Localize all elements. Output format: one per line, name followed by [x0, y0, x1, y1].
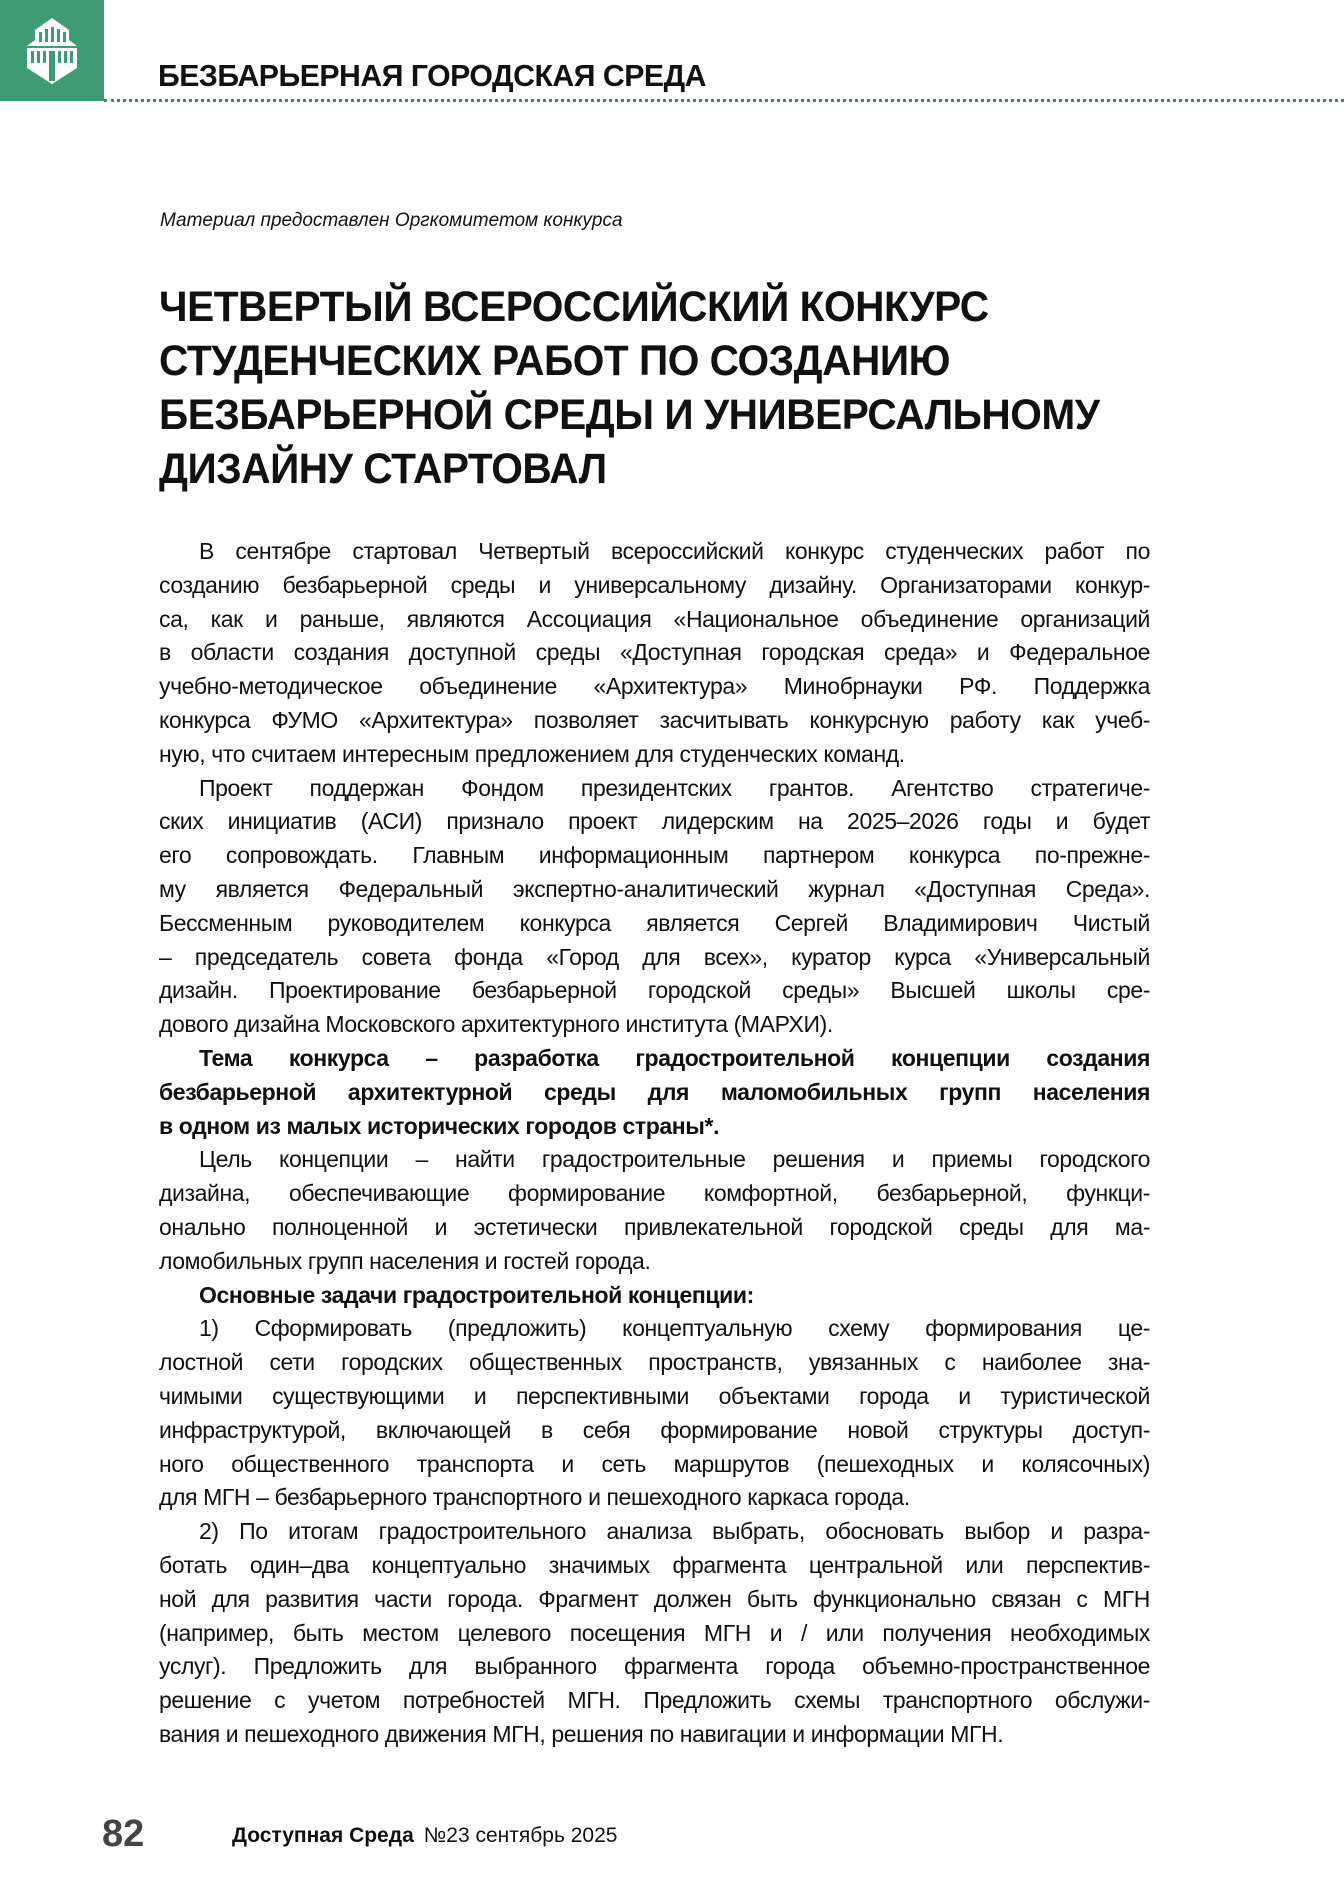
text-line: вания и пешеходного движения МГН, решения по навигации и информации МГН. [159, 1720, 1004, 1747]
byline: Материал предоставлен Оргкомитетом конкурса [160, 210, 623, 231]
text-line: ских инициатив (АСИ) признало проект лидерским на 2025–2026 годы и будет [159, 808, 1150, 835]
text-line: дового дизайна Московского архитектурного института (МАРХИ). [159, 1011, 833, 1038]
text-line: решение с учетом потребностей МГН. Предложить схемы транспортного обслужи- [159, 1687, 1150, 1714]
title-line: СТУДЕНЧЕСКИХ РАБОТ ПО СОЗДАНИЮ [159, 337, 951, 385]
text-line: в области создания доступной среды «Доступная городская среда» и Федеральное [159, 639, 1150, 666]
text-line: инфраструктурой, включающей в себя формирование новой структуры доступ- [159, 1416, 1150, 1443]
page-number: 82 [102, 1813, 145, 1855]
text-line: ного общественного транспорта и сеть маршрутов (пешеходных и колясочных) [159, 1450, 1150, 1477]
text-line: дизайн. Проектирование безбарьерной городской среды» Высшей школы сре- [159, 977, 1150, 1004]
title-line: БЕЗБАРЬЕРНОЙ СРЕДЫ И УНИВЕРСАЛЬНОМУ [159, 391, 1100, 439]
title-line: ЧЕТВЕРТЫЙ ВСЕРОССИЙСКИЙ КОНКУРС [159, 283, 989, 331]
text-line: му является Федеральный экспертно-аналитический журнал «Доступная Среда». [159, 875, 1150, 902]
text-line: Цель концепции – найти градостроительные решения и приемы городского [199, 1146, 1150, 1173]
article-body [159, 535, 1150, 1752]
text-line: лостной сети городских общественных пространств, увязанных с наиболее зна- [159, 1349, 1150, 1376]
paragraph [159, 1515, 1150, 1752]
text-line: В сентябре стартовал Четвертый всероссийский конкурс студенческих работ по [199, 538, 1150, 564]
paragraph [159, 1143, 1150, 1278]
bold-paragraph [159, 1279, 1150, 1313]
article-title [159, 280, 1159, 496]
text-line: созданию безбарьерной среды и универсальному дизайну. Организаторами конкур- [159, 571, 1150, 598]
bold-paragraph [159, 1042, 1150, 1143]
title-line: ДИЗАЙНУ СТАРТОВАЛ [159, 445, 607, 493]
text-line: – председатель совета фонда «Город для всех», куратор курса «Универсальный [159, 943, 1150, 970]
section-logo [0, 0, 104, 101]
paragraph [159, 1312, 1150, 1515]
text-line: услуг). Предложить для выбранного фрагмента города объемно-пространственное [159, 1653, 1150, 1680]
text-line: онально полноценной и эстетически привлекательной городской среды для ма- [159, 1213, 1150, 1240]
text-line: Тема конкурса – разработка градостроительной концепции создания [199, 1044, 1150, 1071]
paragraph [159, 772, 1150, 1042]
text-line: (например, быть местом целевого посещения МГН и / или получения необходимых [159, 1619, 1150, 1646]
text-line: са, как и раньше, являются Ассоциация «Национальное объединение организаций [159, 605, 1150, 632]
text-line: ной для развития части города. Фрагмент должен быть функционально связан с МГН [159, 1585, 1150, 1612]
text-line: безбарьерной архитектурной среды для маломобильных групп населения [159, 1078, 1150, 1105]
text-line: Проект поддержан Фондом президентских грантов. Агентство стратегиче- [199, 774, 1150, 801]
text-line: дизайна, обеспечивающие формирование комфортной, безбарьерной, функци- [159, 1180, 1150, 1207]
text-line: Основные задачи градостроительной концепции: [199, 1281, 754, 1308]
footer-magazine [232, 1824, 617, 1848]
text-line: в одном из малых исторических городов страны*. [159, 1112, 720, 1139]
text-line: ломобильных групп населения и гостей города. [159, 1247, 651, 1274]
section-title: БЕЗБАРЬЕРНАЯ ГОРОДСКАЯ СРЕДА [158, 58, 706, 93]
text-line: для МГН – безбарьерного транспортного и пешеходного каркаса города. [159, 1484, 910, 1511]
issue-info: №23 сентябрь 2025 [423, 1824, 618, 1847]
text-line: 1) Сформировать (предложить) концептуальную схему формирования це- [199, 1315, 1150, 1342]
text-line: 2) По итогам градостроительного анализа выбрать, обосновать выбор и разра- [199, 1518, 1150, 1545]
magazine-name: Доступная Среда [232, 1824, 414, 1847]
header-divider [104, 99, 1344, 102]
text-line: чимыми существующими и перспективными объектами города и туристической [159, 1382, 1150, 1409]
text-line: учебно-методическое объединение «Архитектура» Минобрнауки РФ. Поддержка [159, 673, 1150, 700]
text-line: ную, что считаем интересным предложением для студенческих команд. [159, 740, 905, 767]
text-line: конкурса ФУМО «Архитектура» позволяет засчитывать конкурсную работу как учеб- [159, 706, 1150, 733]
text-line: его сопровождать. Главным информационным партнером конкурса по-прежне- [159, 842, 1150, 869]
text-line: Бессменным руководителем конкурса является Сергей Владимирович Чистый [159, 909, 1150, 936]
text-line: ботать один–два концептуально значимых фрагмента центральной или перспектив- [159, 1551, 1150, 1578]
building-icon [17, 16, 87, 86]
paragraph [159, 535, 1150, 772]
